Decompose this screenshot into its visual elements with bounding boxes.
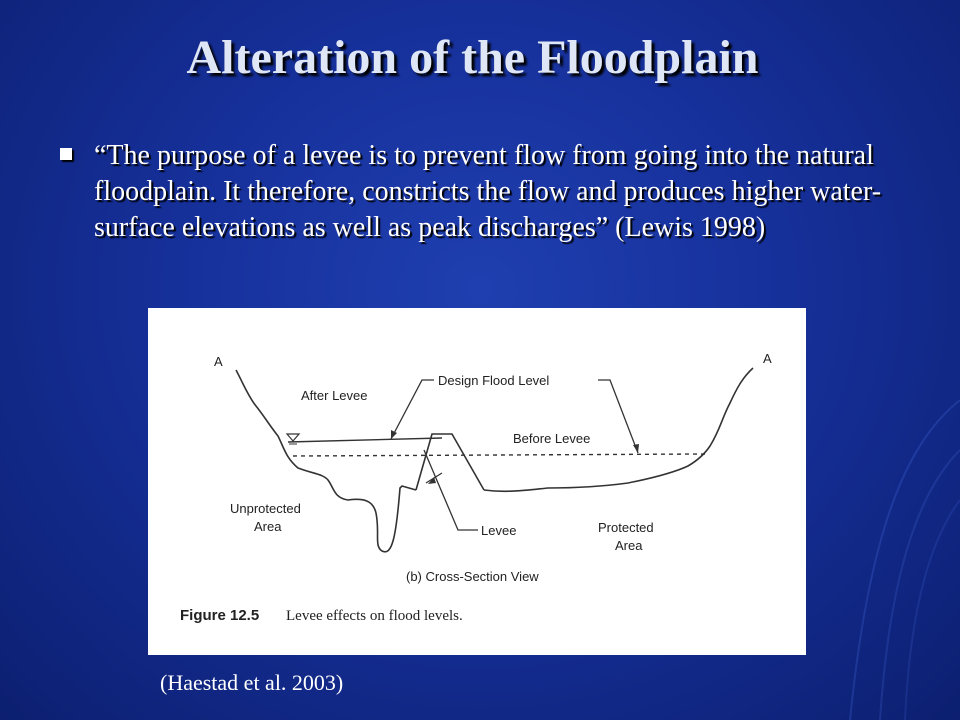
after-levee-water-line <box>288 438 442 442</box>
label-design-flood-level: Design Flood Level <box>438 373 550 388</box>
figure-caption-number: Figure 12.5 <box>180 607 260 624</box>
background-swirl-decoration <box>810 360 960 720</box>
design-flood-leader-left <box>391 380 434 439</box>
label-protected-area: Area <box>615 538 643 553</box>
square-bullet-icon <box>60 148 72 160</box>
label-a-left: A <box>214 354 223 369</box>
label-levee: Levee <box>481 523 517 538</box>
label-unprotected-area: Unprotected <box>230 501 301 516</box>
citation: (Haestad et al. 2003) <box>160 670 344 695</box>
water-surface-icon <box>287 434 299 441</box>
arrowhead-icon <box>633 444 639 453</box>
label-cross-section-view: (b) Cross-Section View <box>406 569 539 584</box>
levee-leader <box>424 450 478 530</box>
design-flood-leader-right <box>598 380 638 453</box>
bullet-text: “The purpose of a levee is to prevent flow from going into the natural floodplain. It therefore, constricts the flow and produces higher water-surface elevations as well as peak discharges” (Lewis 1998) <box>94 140 882 243</box>
label-unprotected-area: Area <box>254 519 282 534</box>
arrowhead-icon <box>391 430 397 439</box>
slide-title: Alteration of the Floodplain <box>186 31 759 84</box>
levee-cross-section-figure <box>148 308 806 655</box>
label-after-levee: After Levee <box>301 388 368 403</box>
before-levee-water-line <box>293 454 706 456</box>
figure-caption-text: Levee effects on flood levels. <box>286 608 463 624</box>
label-protected-area: Protected <box>598 520 654 535</box>
label-a-right: A <box>763 351 772 366</box>
levee-body <box>416 434 484 490</box>
cross-section-diagram <box>148 308 806 655</box>
label-before-levee: Before Levee <box>513 431 591 446</box>
